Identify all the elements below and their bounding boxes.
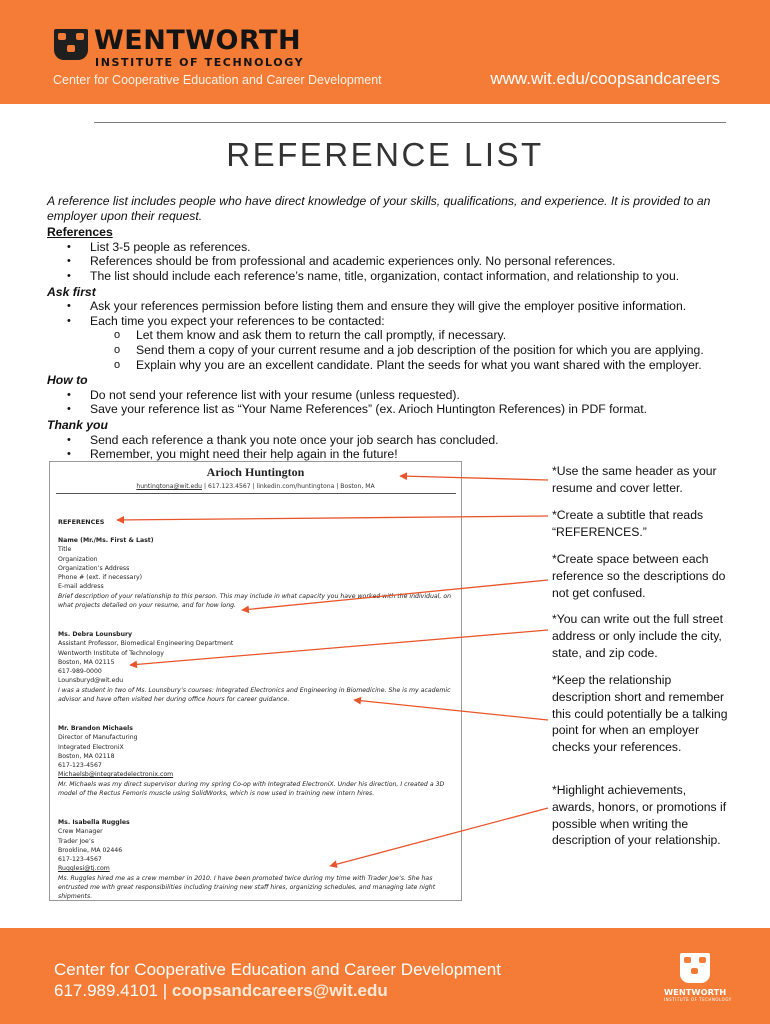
- page-title: REFERENCE LIST: [226, 136, 544, 173]
- ref-address: Boston, MA 02115: [58, 658, 115, 666]
- sample-reference-2: [58, 724, 460, 798]
- footer-center-name: Center for Cooperative Education and Career Development: [54, 960, 501, 979]
- header-band: [0, 0, 770, 104]
- wentworth-shield-icon: [54, 29, 88, 60]
- ref-name: Name (Mr./Ms. First & Last): [58, 537, 154, 544]
- logo-name: WENTWORTH: [94, 25, 302, 56]
- list-item: • Ask your references permission before listing them and ensure they will give the employer positive information.: [47, 299, 727, 314]
- ref-name: Mr. Brandon Michaels: [58, 725, 133, 732]
- sample-reference-1: [58, 630, 460, 704]
- section-heading-thank-you: Thank you: [47, 417, 108, 432]
- ref-email: Rugglesi@tj.com: [58, 865, 110, 873]
- ref-description: Ms. Ruggles hired me as a crew member in 2010. I have been promoted twice during my time with Trader Joe’s. She has entrusted me with great responsibilities including training new staff hires, organizing schedules, and managing late night shipments.: [58, 874, 436, 901]
- ref-title: Assistant Professor, Biomedical Engineering Department: [58, 640, 234, 648]
- tip-achievements: *Highlight achievements, awards, honors, or promotions if possible when writing the description of your relationship.: [552, 783, 727, 848]
- ref-organization: Integrated ElectroniX: [58, 743, 124, 751]
- ref-email: Michaelsb@integratedelectronix.com: [58, 771, 174, 779]
- sample-reference-3: [58, 818, 460, 902]
- sample-contact-rest: | 617.123.4567 | linkedin.com/huntingtona | Boston, MA: [202, 483, 375, 490]
- tip-subtitle: *Create a subtitle that reads “REFERENCES.”: [552, 508, 704, 539]
- ref-name: Ms. Debra Lounsbury: [58, 631, 133, 638]
- header-url-link[interactable]: www.wit.edu/coopsandcareers: [490, 69, 720, 88]
- footer-band: [0, 928, 770, 1024]
- tip-header: *Use the same header as your resume and cover letter.: [552, 464, 717, 495]
- ref-description: I was a student in two of Ms. Lounsbury’s courses: Integrated Electronics and Engineering in Biomedicine. She is my academic advisor and have often visited her during office hours for career guidance.: [58, 686, 451, 704]
- sub-list-item: o Explain why you are an excellent candidate. Plant the seeds for what you want shared with the employer.: [47, 358, 727, 373]
- footer-contact: [54, 981, 388, 1001]
- ref-title: Director of Manufacturing: [58, 734, 138, 742]
- ref-organization: Organization: [58, 555, 98, 563]
- ref-phone: 617-123-4567: [58, 762, 102, 770]
- section-heading-references: References: [47, 225, 113, 240]
- ref-description: Brief description of your relationship to this person. This may include in what capacity you have worked with the individual, on what projects detailed on your resume, and for how long.: [58, 592, 452, 610]
- list-item: • Send each reference a thank you note once your job search has concluded.: [47, 433, 727, 448]
- list-item: • Save your reference list as “Your Name References” (ex. Arioch Huntington References) in PDF format.: [47, 402, 727, 417]
- list-item: • References should be from professional and academic experiences only. No personal references.: [47, 254, 727, 269]
- ref-address: Brookline, MA 02446: [58, 846, 123, 854]
- tip-relationship: *Keep the relationship description short and remember this could potentially be a talking point for when an employer checks your references.: [552, 673, 728, 755]
- ref-title: Title: [58, 546, 72, 554]
- header-center-name: Center for Cooperative Education and Career Development: [53, 73, 382, 87]
- list-item: • The list should include each reference’s name, title, organization, contact information, and relationship to you.: [47, 269, 727, 284]
- tip-spacing: *Create space between each reference so the descriptions do not get confused.: [552, 552, 726, 600]
- list-item: • Remember, you might need their help again in the future!: [47, 447, 727, 462]
- ref-organization: Trader Joe’s: [58, 837, 95, 845]
- ref-name: Ms. Isabella Ruggles: [58, 819, 130, 826]
- ref-address: Boston, MA 02118: [58, 752, 115, 760]
- sample-contact-line: [50, 482, 461, 491]
- tip-address: *You can write out the full street address or only include the city, state, and zip code.: [552, 612, 723, 660]
- ref-description: Mr. Michaels was my direct supervisor during my spring Co-op with Integrated ElectroniX. Under his direction, I created a 3D model of the Rectus Femoris muscle using SolidWorks, which is now used in training new intern hires.: [58, 780, 445, 798]
- sub-list-item: o Let them know and ask them to return the call promptly, if necessary.: [47, 328, 727, 343]
- sample-name: Arioch Huntington: [206, 465, 305, 479]
- sub-list-item: o Send them a copy of your current resume and a job description of the position for which you are applying.: [47, 343, 727, 358]
- sample-email: huntingtona@wit.edu: [136, 483, 203, 490]
- logo-subtitle: INSTITUTE OF TECHNOLOGY: [95, 56, 305, 69]
- ref-address: Organization’s Address: [58, 564, 130, 572]
- section-heading-how-to: How to: [47, 373, 88, 388]
- list-item: • Each time you expect your references to be contacted:: [47, 314, 727, 329]
- ref-title: Crew Manager: [58, 828, 103, 836]
- sample-subtitle: REFERENCES: [58, 518, 105, 526]
- ref-phone: 617-989-0000: [58, 668, 102, 676]
- ref-organization: Wentworth Institute of Technology: [58, 649, 164, 657]
- footer-shield-icon: [680, 953, 710, 983]
- ref-email: Lounsburyd@wit.edu: [58, 677, 124, 685]
- ref-phone: Phone # (ext. if necessary): [58, 574, 143, 582]
- main-content: [47, 194, 727, 462]
- ref-email: E-mail address: [58, 583, 104, 591]
- list-item: • Do not send your reference list with your resume (unless requested).: [47, 388, 727, 403]
- intro-paragraph: A reference list includes people who have direct knowledge of your skills, qualifications, and experience. It is provided to an employer upon their request.: [47, 194, 711, 223]
- footer-phone: 617.989.4101 |: [54, 981, 172, 1000]
- footer-email-link[interactable]: coopsandcareers@wit.edu: [171, 981, 388, 1000]
- footer-logo-subtitle: INSTITUTE OF TECHNOLOGY: [664, 997, 732, 1002]
- section-heading-ask-first: Ask first: [47, 284, 96, 299]
- sample-reference-list: [49, 461, 462, 901]
- list-item: • List 3-5 people as references.: [47, 240, 727, 255]
- ref-phone: 617-123-4567: [58, 856, 102, 864]
- sample-reference-template: [58, 536, 460, 610]
- title-divider: [94, 122, 726, 123]
- footer-logo-name: WENTWORTH: [664, 987, 727, 997]
- sample-header-divider: [56, 493, 456, 494]
